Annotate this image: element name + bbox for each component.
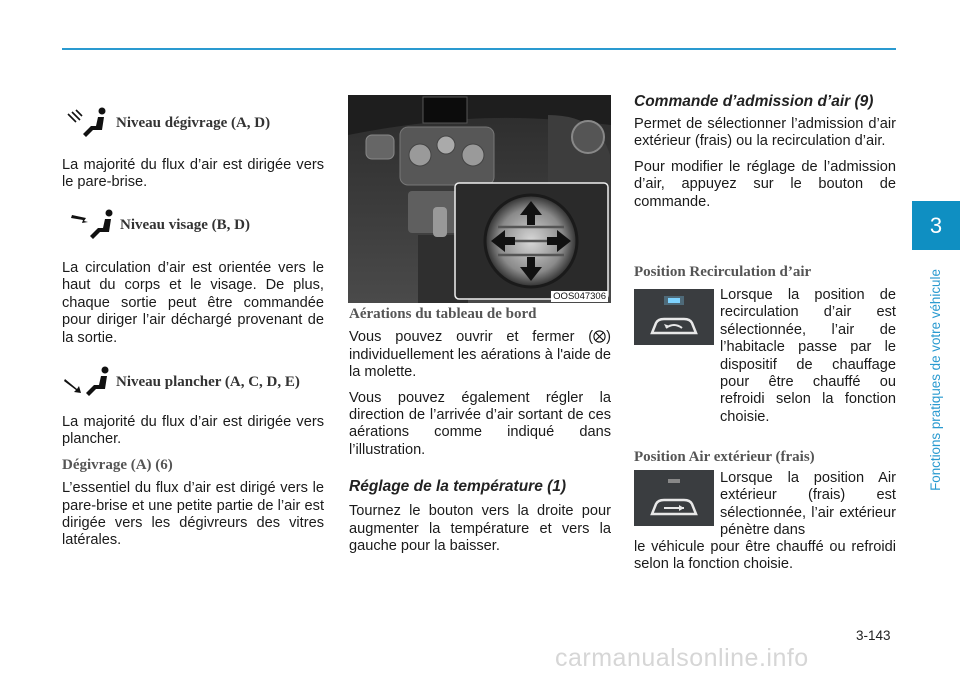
middle-text-block: [349, 306, 611, 563]
intake-text-2: Pour modifier le réglage de l’admission d’air, appuyez sur le bouton de commande.: [634, 158, 896, 210]
fresh-heading: Position Air extérieur (frais): [634, 449, 815, 465]
fresh-air-button-image: [634, 470, 714, 526]
mode-face-row: [66, 208, 250, 242]
top-rule: [62, 48, 896, 50]
temp-heading: Réglage de la température (1): [349, 478, 567, 496]
defrost-mode-icon: [62, 106, 116, 140]
photo-caption: OOS047306: [553, 291, 606, 302]
side-title-text: Fonctions pratiques de votre véhicule: [928, 269, 943, 491]
recirculation-icon: [634, 289, 714, 345]
intake-heading: Commande d’admission d’air (9): [634, 93, 874, 110]
fresh-text-b: le véhicule pour être chauffé ou refroidi selon la fonction choisie.: [634, 539, 896, 573]
fresh-air-icon: [634, 470, 714, 526]
mode-face-text: La circulation d’air est orientée vers le haut du corps et le visage. De plus, chaque sortie peut être commandée pour diriger l’air déchargé provenant de la sortie.: [62, 260, 324, 346]
vents-heading: Aérations du tableau de bord: [349, 306, 537, 322]
watermark: carmanualsonline.info: [555, 644, 809, 672]
chapter-tab: 3: [912, 201, 960, 250]
face-mode-icon: [66, 208, 120, 242]
recirc-text: Lorsque la position de recirculation d’air est sélectionnée, l’air de l’habitacle passe par le dispositif de chauffage pour être chauffé ou refroidi selon la fonction choisie.: [720, 287, 896, 425]
mode-floor-text-block: [62, 414, 324, 558]
close-vent-icon: [593, 330, 606, 343]
vents-text-1a: Vous pouvez ouvrir et fermer (: [349, 329, 594, 346]
side-title: [927, 255, 945, 505]
temp-text: Tournez le bouton vers la droite pour augmenter la température et vers la gauche pour la baisser.: [349, 503, 611, 555]
recirc-heading: Position Recirculation d’air: [634, 264, 812, 280]
recirc-text-block: [720, 287, 896, 434]
defrost-heading: Dégivrage (A) (6): [62, 456, 173, 473]
mode-floor-text: La majorité du flux d’air est dirigée vers plancher.: [62, 414, 324, 448]
dashboard-illustration: [348, 95, 611, 303]
mode-floor-row: [62, 365, 300, 399]
fresh-text-a: Lorsque la position Air extérieur (frais) est sélectionnée, l’air extérieur pénètre dans: [720, 470, 896, 539]
mode-defrost-text-block: [62, 157, 324, 200]
mode-defrost-label: Niveau dégivrage (A, D): [116, 114, 271, 131]
right-top-block: [634, 93, 896, 219]
fresh-text-b-block: [634, 539, 896, 582]
intake-text-1: Permet de sélectionner l’admission d’air extérieur (frais) ou la recirculation d’air.: [634, 116, 896, 150]
vents-text-1b: ) individuellement les aérations à l'aide de la molette.: [349, 329, 611, 381]
defrost-text: L’essentiel du flux d’air est dirigé vers le pare-brise et une petite partie de l’air est dirigée vers les dégivreurs des vitres latérales.: [62, 480, 324, 549]
fresh-text-block: [720, 470, 896, 540]
page-number: 3-143: [856, 628, 891, 643]
mode-face-text-block: [62, 260, 324, 355]
vents-text-1: [349, 329, 611, 381]
mode-defrost-text: La majorité du flux d’air est dirigée vers le pare-brise.: [62, 157, 324, 191]
mode-face-label: Niveau visage (B, D): [120, 216, 250, 233]
vents-text-2: Vous pouvez également régler la direction de l’arrivée d’air sortant de ces aérations comme indiqué dans l’illustration.: [349, 389, 611, 458]
mode-defrost-row: [62, 106, 270, 140]
floor-mode-icon: [62, 365, 116, 399]
dashboard-vent-photo: [348, 95, 611, 303]
recirc-button-image: [634, 289, 714, 345]
mode-floor-label: Niveau plancher (A, C, D, E): [116, 373, 300, 390]
